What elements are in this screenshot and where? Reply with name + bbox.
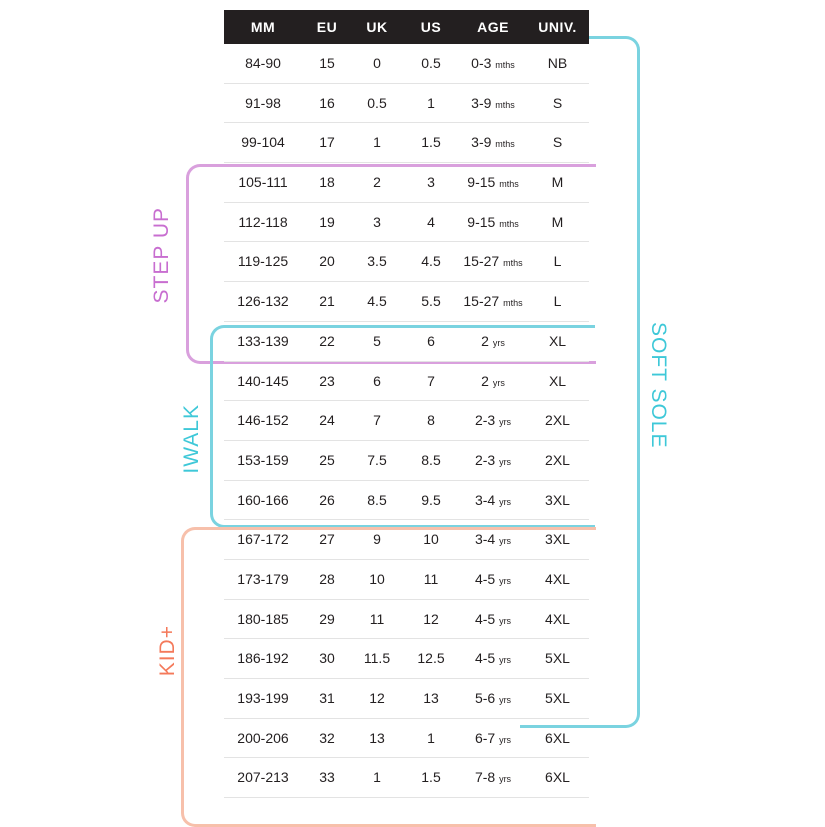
cell-age — [460, 361, 526, 401]
cell-us: 0.5 — [402, 44, 460, 83]
age-unit: yrs — [499, 496, 512, 507]
cell-us: 12.5 — [402, 639, 460, 679]
cell-us: 1.5 — [402, 758, 460, 798]
table-header — [224, 10, 589, 44]
cell-us: 4.5 — [402, 242, 460, 282]
age-unit: mths — [495, 60, 515, 70]
cell-eu: 17 — [302, 123, 352, 163]
cell-age — [460, 242, 526, 282]
cell-univ: 5XL — [526, 639, 589, 679]
table-row — [224, 440, 589, 480]
cell-mm: 140-145 — [224, 361, 302, 401]
age-unit: mths — [495, 99, 515, 110]
table-row — [224, 718, 589, 758]
cell-univ: NB — [526, 44, 589, 83]
cell-age — [460, 599, 526, 639]
cell-eu: 22 — [302, 321, 352, 361]
cell-uk: 2 — [352, 163, 402, 203]
column-header-us: US — [402, 10, 460, 44]
cell-us: 10 — [402, 520, 460, 560]
age-unit: mths — [495, 139, 515, 150]
cell-mm: 167-172 — [224, 520, 302, 560]
age-unit: yrs — [499, 417, 512, 428]
cell-age — [460, 123, 526, 163]
cell-mm: 153-159 — [224, 440, 302, 480]
cell-eu: 23 — [302, 361, 352, 401]
cell-uk: 11.5 — [352, 639, 402, 679]
cell-uk: 3 — [352, 202, 402, 242]
table-row — [224, 44, 589, 83]
cell-uk: 0 — [352, 44, 402, 83]
cell-eu: 18 — [302, 163, 352, 203]
cell-mm: 126-132 — [224, 282, 302, 322]
cell-mm: 84-90 — [224, 44, 302, 83]
cell-uk: 8.5 — [352, 480, 402, 520]
cell-eu: 30 — [302, 639, 352, 679]
cell-uk: 10 — [352, 559, 402, 599]
cell-mm: 200-206 — [224, 718, 302, 758]
cell-us: 4 — [402, 202, 460, 242]
cell-age — [460, 679, 526, 719]
cell-mm: 105-111 — [224, 163, 302, 203]
cell-uk: 13 — [352, 718, 402, 758]
age-value: 4-5 — [474, 650, 496, 667]
cell-univ: 3XL — [526, 480, 589, 520]
table-row — [224, 321, 589, 361]
age-unit: yrs — [499, 734, 512, 745]
cell-univ: 5XL — [526, 679, 589, 719]
age-value: 3-9 — [471, 94, 492, 111]
cell-age — [460, 559, 526, 599]
age-value: 2-3 — [474, 412, 496, 429]
table-row — [224, 83, 589, 123]
age-value: 7-8 — [474, 769, 496, 786]
cell-age — [460, 321, 526, 361]
age-unit: yrs — [499, 695, 512, 705]
age-value: 15-27 — [463, 253, 500, 270]
cell-us: 13 — [402, 679, 460, 719]
cell-mm: 112-118 — [224, 202, 302, 242]
column-header-uk: UK — [352, 10, 402, 44]
cell-mm: 193-199 — [224, 679, 302, 719]
age-unit: mths — [499, 218, 519, 229]
age-unit: mths — [503, 298, 523, 309]
cell-eu: 20 — [302, 242, 352, 282]
cell-uk: 7.5 — [352, 440, 402, 480]
cell-uk: 5 — [352, 321, 402, 361]
cell-age — [460, 718, 526, 758]
table-row — [224, 639, 589, 679]
cell-us: 5.5 — [402, 282, 460, 322]
cell-univ: S — [526, 123, 589, 163]
cell-univ: L — [526, 282, 589, 322]
table-header-row — [224, 10, 589, 44]
table-row — [224, 361, 589, 401]
age-value: 3-9 — [471, 134, 492, 151]
cell-age — [460, 163, 526, 203]
table-row — [224, 520, 589, 560]
cell-uk: 1 — [352, 758, 402, 798]
cell-mm: 133-139 — [224, 321, 302, 361]
age-unit: yrs — [499, 615, 512, 626]
cell-eu: 16 — [302, 83, 352, 123]
age-value: 2 — [481, 372, 489, 389]
cell-uk: 9 — [352, 520, 402, 560]
cell-mm: 207-213 — [224, 758, 302, 798]
cell-age — [460, 83, 526, 123]
cell-age — [460, 520, 526, 560]
size-table-wrapper — [224, 10, 589, 798]
table-body — [224, 44, 589, 798]
age-value: 4-5 — [474, 570, 496, 587]
cell-eu: 27 — [302, 520, 352, 560]
cell-univ: 3XL — [526, 520, 589, 560]
cell-age — [460, 440, 526, 480]
cell-eu: 31 — [302, 679, 352, 719]
cell-us: 6 — [402, 321, 460, 361]
table-row — [224, 559, 589, 599]
cell-us: 11 — [402, 559, 460, 599]
cell-age — [460, 282, 526, 322]
cell-us: 8 — [402, 401, 460, 441]
cell-uk: 11 — [352, 599, 402, 639]
age-value: 2-3 — [474, 451, 496, 468]
cell-uk: 0.5 — [352, 83, 402, 123]
cell-univ: 4XL — [526, 599, 589, 639]
cell-us: 1 — [402, 718, 460, 758]
cell-us: 7 — [402, 361, 460, 401]
group-label-kid-plus: KID+ — [156, 625, 179, 677]
cell-us: 1 — [402, 83, 460, 123]
cell-eu: 21 — [302, 282, 352, 322]
cell-univ: XL — [526, 361, 589, 401]
cell-uk: 1 — [352, 123, 402, 163]
group-label-soft-sole: SOFT SOLE — [647, 322, 670, 449]
cell-univ: S — [526, 83, 589, 123]
cell-uk: 3.5 — [352, 242, 402, 282]
column-header-eu: EU — [302, 10, 352, 44]
table-row — [224, 202, 589, 242]
table-row — [224, 282, 589, 322]
cell-univ: XL — [526, 321, 589, 361]
cell-univ: 2XL — [526, 401, 589, 441]
age-unit: yrs — [492, 337, 505, 348]
cell-age — [460, 480, 526, 520]
age-value: 3-4 — [474, 491, 496, 508]
cell-uk: 6 — [352, 361, 402, 401]
cell-mm: 186-192 — [224, 639, 302, 679]
cell-uk: 4.5 — [352, 282, 402, 322]
age-unit: yrs — [499, 774, 512, 785]
cell-eu: 29 — [302, 599, 352, 639]
cell-eu: 26 — [302, 480, 352, 520]
cell-univ: 2XL — [526, 440, 589, 480]
table-row — [224, 758, 589, 798]
cell-eu: 33 — [302, 758, 352, 798]
age-value: 3-4 — [474, 531, 496, 548]
table-row — [224, 163, 589, 203]
column-header-univ: UNIV. — [526, 10, 589, 44]
cell-eu: 19 — [302, 202, 352, 242]
cell-univ: M — [526, 163, 589, 203]
cell-mm: 91-98 — [224, 83, 302, 123]
age-unit: yrs — [492, 377, 505, 388]
table-row — [224, 480, 589, 520]
age-value: 9-15 — [467, 174, 496, 191]
column-header-mm: MM — [224, 10, 302, 44]
group-label-iwalk: IWALK — [180, 404, 203, 474]
cell-us: 9.5 — [402, 480, 460, 520]
cell-age — [460, 639, 526, 679]
column-header-age: AGE — [460, 10, 526, 44]
age-unit: yrs — [499, 456, 512, 467]
cell-mm: 180-185 — [224, 599, 302, 639]
cell-univ: M — [526, 202, 589, 242]
age-unit: yrs — [499, 536, 512, 547]
group-label-step-up: STEP UP — [150, 207, 173, 304]
cell-univ: 4XL — [526, 559, 589, 599]
cell-eu: 28 — [302, 559, 352, 599]
age-unit: mths — [499, 179, 519, 190]
table-row — [224, 599, 589, 639]
cell-univ: 6XL — [526, 718, 589, 758]
cell-uk: 12 — [352, 679, 402, 719]
cell-eu: 32 — [302, 718, 352, 758]
table-row — [224, 679, 589, 719]
cell-eu: 25 — [302, 440, 352, 480]
table-row — [224, 401, 589, 441]
size-table — [224, 10, 589, 798]
cell-us: 12 — [402, 599, 460, 639]
cell-univ: L — [526, 242, 589, 282]
cell-age — [460, 758, 526, 798]
cell-age — [460, 401, 526, 441]
cell-eu: 24 — [302, 401, 352, 441]
age-value: 2 — [481, 332, 489, 349]
cell-age — [460, 202, 526, 242]
table-row — [224, 123, 589, 163]
cell-us: 1.5 — [402, 123, 460, 163]
cell-mm: 119-125 — [224, 242, 302, 282]
cell-mm: 160-166 — [224, 480, 302, 520]
age-value: 15-27 — [463, 293, 500, 310]
cell-us: 8.5 — [402, 440, 460, 480]
cell-univ: 6XL — [526, 758, 589, 798]
cell-age — [460, 44, 526, 83]
table-row — [224, 242, 589, 282]
cell-eu: 15 — [302, 44, 352, 83]
cell-us: 3 — [402, 163, 460, 203]
age-value: 5-6 — [474, 690, 496, 706]
age-value: 6-7 — [474, 729, 496, 746]
age-value: 9-15 — [467, 213, 496, 230]
cell-mm: 173-179 — [224, 559, 302, 599]
cell-mm: 146-152 — [224, 401, 302, 441]
age-unit: mths — [503, 258, 523, 269]
age-value: 4-5 — [474, 610, 496, 627]
age-unit: yrs — [499, 655, 512, 666]
age-unit: yrs — [499, 575, 512, 586]
cell-mm: 99-104 — [224, 123, 302, 163]
cell-uk: 7 — [352, 401, 402, 441]
age-value: 0-3 — [471, 55, 492, 71]
